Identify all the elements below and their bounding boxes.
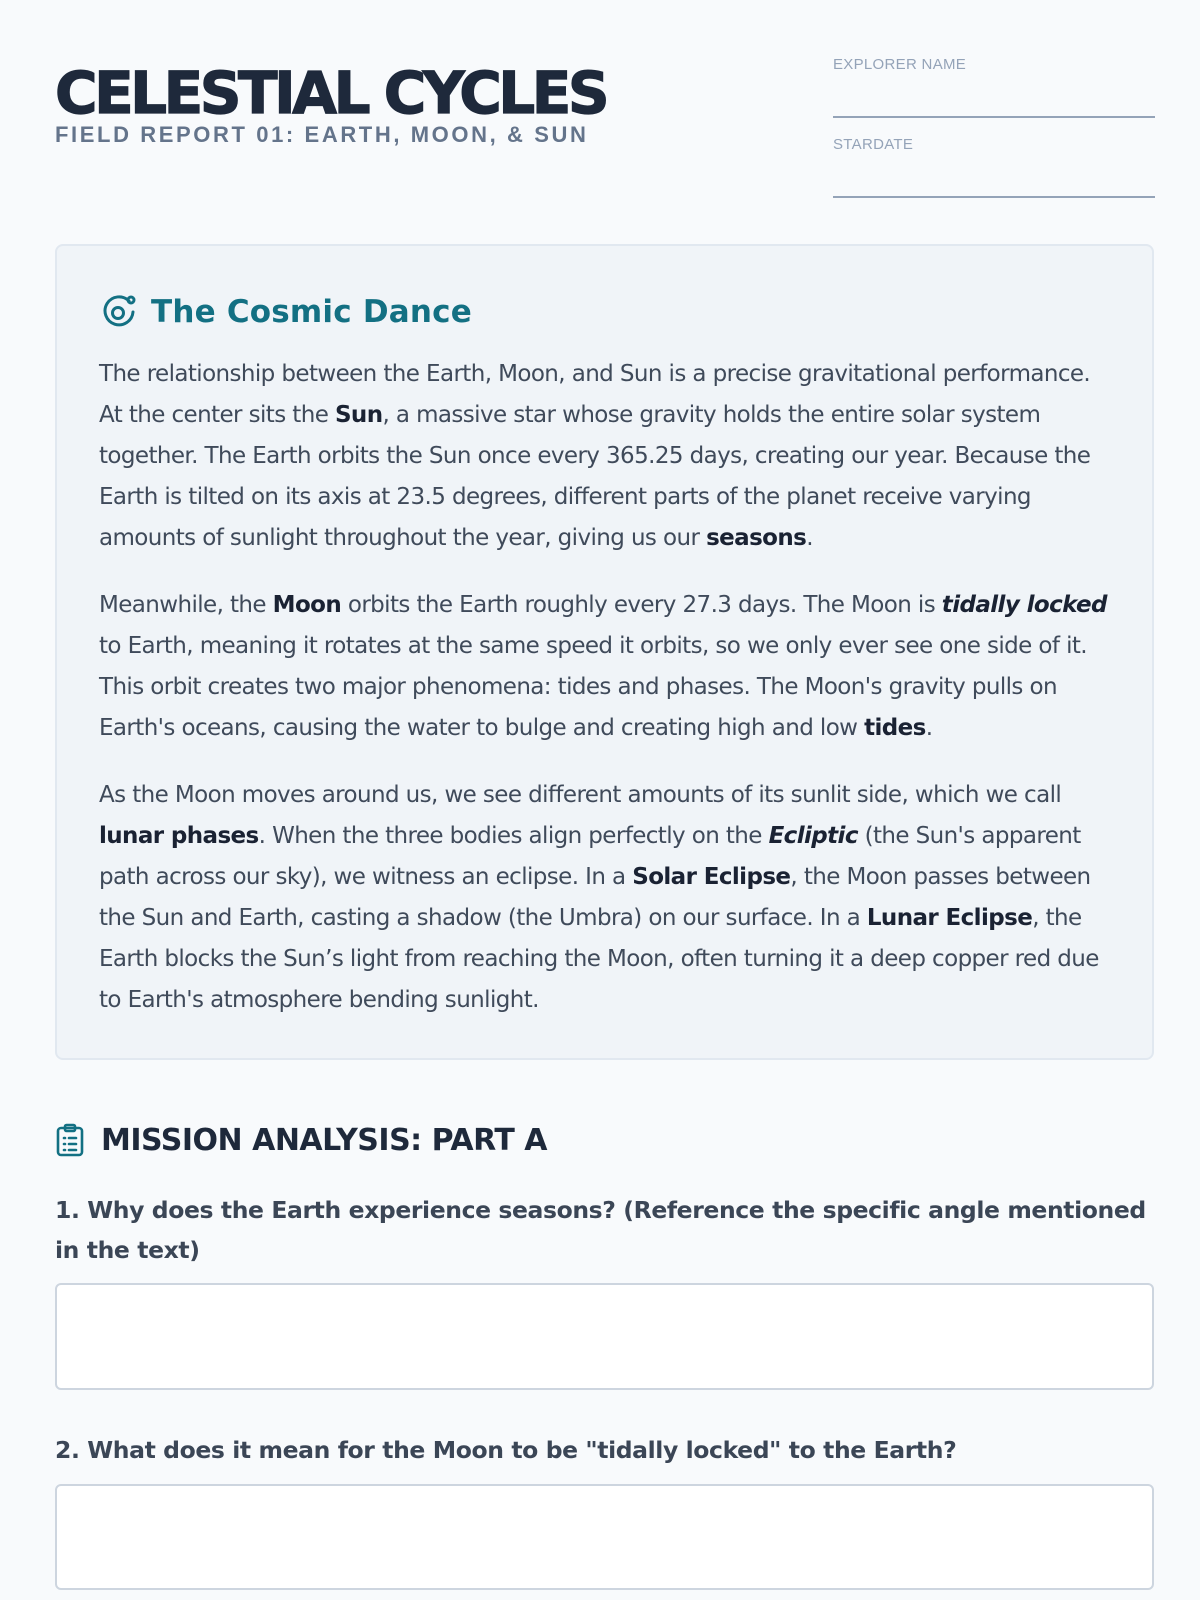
question-1: 1. Why does the Earth experience seasons? (Reference the specific angle mentioned in the text) [55, 1196, 1146, 1264]
analysis-title: MISSION ANALYSIS: PART A [101, 1122, 547, 1158]
text-span: As the Moon moves around us, we see different amounts of its sunlit side, which we call [99, 782, 1062, 808]
page-title: CELESTIAL CYCLES [55, 59, 607, 127]
paragraph-1 [99, 354, 1112, 559]
answer-box-1[interactable] [55, 1283, 1154, 1390]
text-span: . When the three bodies align perfectly on the [258, 823, 769, 849]
term-tides: tides [864, 715, 926, 741]
term-lunar-phases: lunar phases [99, 823, 259, 849]
term-lunar-eclipse: Lunar Eclipse [866, 905, 1033, 931]
text-span: , a massive star whose gravity holds the entire solar system together. The Earth orbits the Sun once every 365.25 days, creating our year. Because the Earth is tilted on its axis at 23.5 degrees, different parts of the planet receive varying amounts of sunlight throughout the year, giving us our [99, 402, 1091, 551]
term-tidally-locked [942, 592, 1107, 618]
paragraph-3 [99, 775, 1112, 1021]
page-subtitle: FIELD REPORT 01: EARTH, MOON, & SUN [55, 122, 589, 147]
text-span: orbits the Earth roughly every 27.3 days. The Moon is [341, 592, 942, 618]
text-span: to Earth, meaning it rotates at the same speed it orbits, so we only ever see one side of it. This orbit creates two major phenomena: tides and phases. The Moon's gravity pulls on Earth's oceans, causing the water to bulge and creating high and low [99, 633, 1088, 741]
analysis-heading [55, 1120, 547, 1160]
text-span: . [806, 525, 813, 551]
term-ecliptic-text: Ecliptic [768, 823, 858, 849]
explorer-name-label: EXPLORER NAME [833, 56, 967, 73]
text-span: The relationship between the Earth, Moon, and Sun is a precise gravitational performance. At the center sits the [99, 361, 1091, 428]
term-moon: Moon [272, 592, 342, 618]
text-span: , the Moon passes between the Sun and Earth, casting a shadow (the Umbra) on our surface. In a [99, 864, 1091, 931]
orbit-icon [99, 292, 139, 332]
term-sun: Sun [334, 402, 383, 428]
answer-box-2[interactable] [55, 1484, 1154, 1590]
text-span: , the Earth blocks the Sun’s light from reaching the Moon, often turning it a deep copper red due to Earth's atmosphere bending sunlight. [99, 905, 1099, 1013]
clipboard-icon [55, 1123, 85, 1157]
paragraph-2 [99, 585, 1112, 749]
card-heading [99, 290, 1112, 334]
header [55, 56, 1154, 236]
text-span: . [925, 715, 933, 741]
explorer-name-field[interactable] [833, 56, 1155, 118]
term-ecliptic [769, 823, 858, 849]
text-span: Meanwhile, the [99, 592, 273, 618]
cosmic-dance-card [55, 244, 1154, 1060]
term-solar-eclipse: Solar Eclipse [632, 864, 791, 890]
card-title: The Cosmic Dance [151, 294, 472, 330]
term-tidally-locked-text: tidally locked [941, 592, 1107, 618]
term-seasons: seasons [706, 525, 807, 551]
question-2: 2. What does it mean for the Moon to be "tidally locked" to the Earth? [55, 1436, 957, 1464]
text-span: (the Sun's apparent path across our sky), we witness an eclipse. In a [99, 823, 1081, 890]
stardate-label: STARDATE [833, 136, 914, 153]
stardate-field[interactable] [833, 136, 1155, 198]
